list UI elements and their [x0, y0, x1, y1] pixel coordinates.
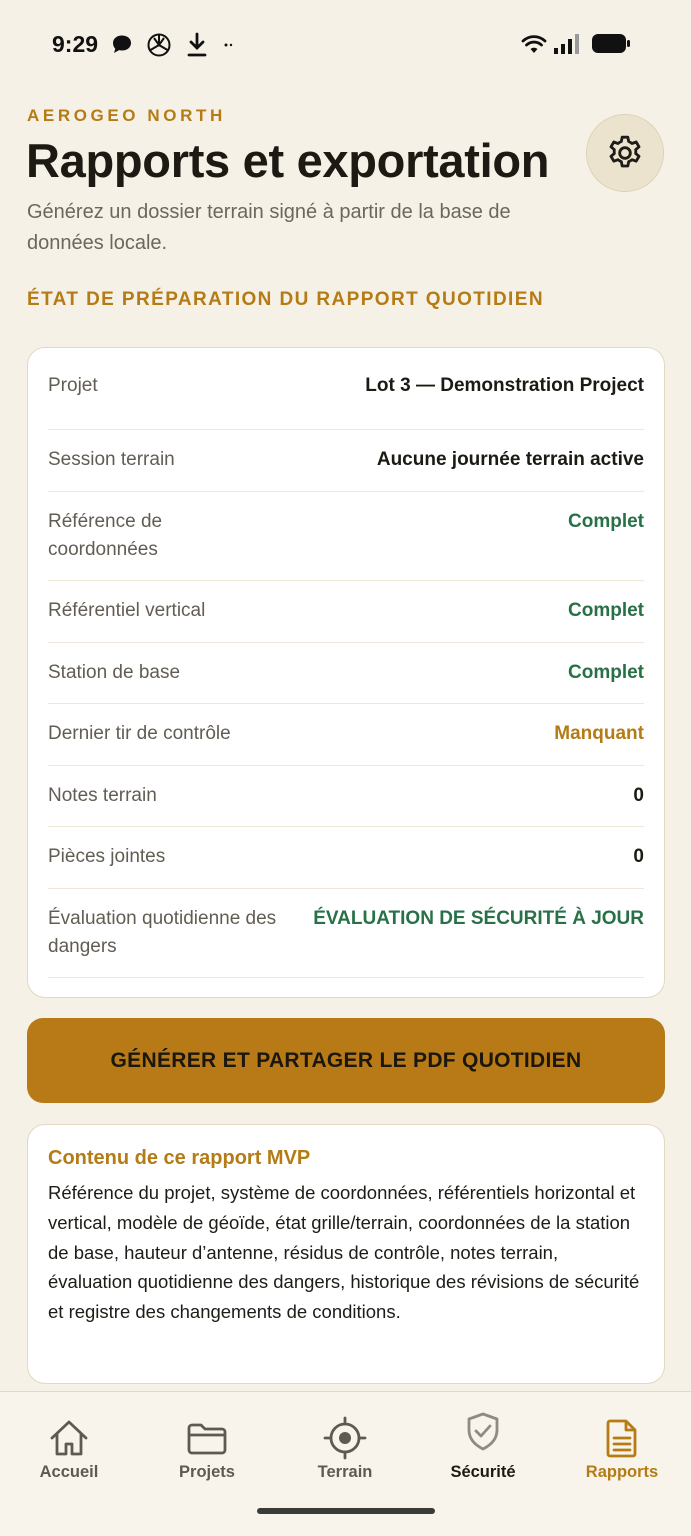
nav-label: Projets — [179, 1463, 235, 1481]
document-icon — [600, 1416, 644, 1460]
brand-label: AEROGEO NORTH — [27, 106, 226, 125]
nav-item-rapports[interactable] — [553, 1392, 691, 1492]
openai-icon — [146, 32, 172, 58]
status-time: 9:29 — [52, 31, 99, 57]
row-value: Complet — [568, 511, 644, 532]
nav-label: Terrain — [317, 1463, 373, 1481]
battery-icon — [591, 33, 631, 55]
row-value: Complet — [568, 662, 644, 683]
settings-button[interactable] — [586, 114, 664, 192]
shield-check-icon — [461, 1410, 505, 1454]
readiness-row-vertical — [48, 581, 644, 643]
row-value: Complet — [568, 600, 644, 621]
section-title: ÉTAT DE PRÉPARATION DU RAPPORT QUOTIDIEN — [27, 289, 544, 310]
home-indicator[interactable] — [257, 1508, 435, 1514]
row-label: Projet — [48, 375, 98, 396]
page-subtitle: Générez un dossier terrain signé à partir de la base de données locale. — [27, 201, 511, 254]
row-value: Manquant — [554, 723, 644, 744]
nav-item-accueil[interactable] — [0, 1392, 138, 1492]
wifi-icon — [521, 33, 547, 55]
row-value: ÉVALUATION DE SÉCURITÉ À JOUR — [313, 908, 644, 929]
chat-bubble-icon — [110, 32, 134, 56]
row-label: Notes terrain — [48, 785, 157, 806]
nav-item-terrain[interactable] — [276, 1392, 414, 1492]
row-value: 0 — [633, 846, 644, 867]
report-contents-body: Référence du projet, système de coordonnées, référentiels horizontal et vertical, modèle de géoïde, état grille/terrain, coordonnées de la station de base, hauteur d’antenne, résidus de contrôle, notes terrain, évaluation quotidienne des dangers, historique des révisions de sécurité et registre des changements de conditions. — [48, 1182, 640, 1323]
nav-label: Rapports — [585, 1463, 659, 1481]
status-icons-right — [521, 33, 641, 57]
bottom-nav — [0, 1391, 691, 1536]
row-label: Dernier tir de contrôle — [48, 723, 231, 744]
nav-label: Accueil — [39, 1463, 99, 1481]
readiness-row-project — [48, 348, 644, 430]
readiness-row-base-station — [48, 643, 644, 704]
nav-item-securite[interactable] — [414, 1392, 552, 1492]
status-bar — [0, 0, 691, 90]
download-icon — [186, 32, 208, 58]
readiness-row-session — [48, 430, 644, 492]
row-label: Référence de coordonnées — [48, 511, 163, 560]
gear-icon — [605, 133, 645, 173]
row-value: Aucune journée terrain active — [376, 449, 644, 470]
home-icon — [47, 1416, 91, 1460]
readiness-card — [27, 347, 665, 998]
readiness-row-hazard — [48, 889, 644, 978]
nav-item-projets[interactable] — [138, 1392, 276, 1492]
readiness-row-notes — [48, 766, 644, 827]
nav-label: Sécurité — [450, 1463, 516, 1481]
row-label: Référentiel vertical — [48, 600, 206, 621]
readiness-row-control-shot — [48, 704, 644, 766]
generate-pdf-button[interactable]: GÉNÉRER ET PARTAGER LE PDF QUOTIDIEN — [27, 1018, 665, 1103]
row-value: Lot 3 — Demonstration Project — [365, 375, 644, 396]
page-title: Rapports et exportation — [26, 134, 550, 187]
folder-icon — [185, 1416, 229, 1460]
dots-icon — [222, 32, 236, 58]
row-value: 0 — [633, 785, 644, 806]
readiness-row-coord-ref — [48, 492, 644, 581]
row-label: Session terrain — [48, 449, 175, 470]
row-label: Pièces jointes — [48, 846, 166, 867]
report-contents-card — [27, 1124, 665, 1384]
row-label: Station de base — [48, 662, 181, 683]
target-icon — [323, 1416, 367, 1460]
report-contents-title: Contenu de ce rapport MVP — [48, 1147, 311, 1169]
row-label: Évaluation quotidienne des dangers — [48, 908, 277, 957]
readiness-row-attachments — [48, 827, 644, 889]
signal-icon — [553, 33, 581, 55]
